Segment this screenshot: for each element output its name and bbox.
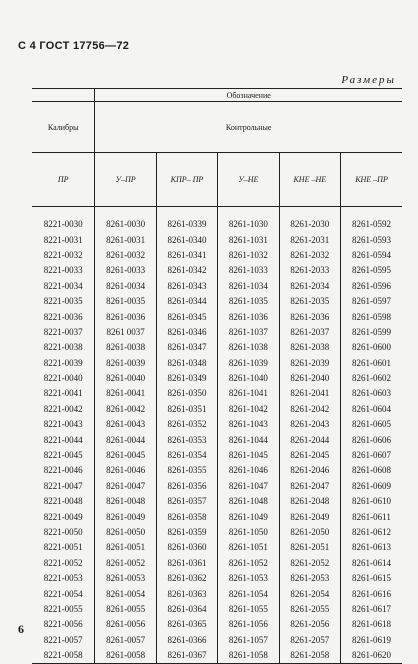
col-kpr-pr-cell: 8261-0365 [156,617,217,632]
table-spacer-row [32,207,402,218]
col-u-pr-cell: 8261-0040 [95,371,156,386]
col-kne-ne-cell: 8261-2032 [279,248,340,263]
table-row [32,294,402,309]
col-pr-cell: 8221-0048 [32,494,95,509]
table-row [32,356,402,371]
col-kpr-pr-cell: 8261-0362 [156,571,217,586]
page-number: 6 [18,622,24,636]
col-u-ne-cell: 8261-1031 [218,232,279,247]
control-header: Контрольные [95,102,402,153]
table-row [32,509,402,524]
col-pr-cell: 8221-0031 [32,232,95,247]
col-u-pr-cell: 8261-0056 [95,617,156,632]
col-u-ne-cell: 8261-1054 [218,586,279,601]
table-row [32,417,402,432]
col-u-ne-cell: 8261-1043 [218,417,279,432]
col-kne-ne-cell: 8261-2055 [279,602,340,617]
col-u-pr-cell: 8261-0035 [95,294,156,309]
col-kne-pr-cell: 8261-0604 [341,402,402,417]
col-kne-ne-cell: 8261-2036 [279,309,340,324]
col-kpr-pr-cell: 8261-0339 [156,217,217,232]
col-kpr-pr-cell: 8261-0345 [156,309,217,324]
col-kne-pr-cell: 8261-0616 [341,586,402,601]
col-kne-pr-cell: 8261-0608 [341,463,402,478]
col-u-pr-cell: 8261-0045 [95,448,156,463]
col-kne-ne-cell: 8261-2035 [279,294,340,309]
spacer-cell [341,207,402,218]
col-kne-ne-cell: 8261-2056 [279,617,340,632]
table-row [32,309,402,324]
col-u-ne-cell: 8261-1042 [218,402,279,417]
page-header: С 4 ГОСТ 17756—72 [18,40,130,52]
table-row [32,248,402,263]
col-u-ne-cell: 8261-1055 [218,602,279,617]
col-pr-cell: 8221-0057 [32,633,95,648]
col-u-pr-cell: 8261-0043 [95,417,156,432]
table-row [32,571,402,586]
col-pr-cell: 8221-0030 [32,217,95,232]
col-u-ne-cell: 8261-1046 [218,463,279,478]
col-u-pr-cell: 8261 0037 [95,325,156,340]
col-kne-pr-cell: 8261-0615 [341,571,402,586]
spacer-cell [218,207,279,218]
col-kne-pr-cell: 8261-0597 [341,294,402,309]
col-kne-ne-cell: 8261-2033 [279,263,340,278]
col-u-pr-cell: 8261-0047 [95,479,156,494]
col-u-ne-cell: 8261-1030 [218,217,279,232]
col-pr-cell: 8221-0046 [32,463,95,478]
col-u-ne-cell: 8261-1036 [218,309,279,324]
col-u-ne-cell: 8261-1039 [218,356,279,371]
col-kne-ne-cell: 8261-2052 [279,556,340,571]
col-kne-ne-cell: 8261-2037 [279,325,340,340]
col-pr-cell: 8221-0055 [32,602,95,617]
col-kpr-pr-cell: 8261-0347 [156,340,217,355]
col-kpr-pr-cell: 8261-0355 [156,463,217,478]
col-u-ne-cell: 8261-1038 [218,340,279,355]
spacer-cell [32,207,95,218]
col-kne-ne-cell: 8261-2041 [279,386,340,401]
col-pr-cell: 8221-0040 [32,371,95,386]
table-row [32,586,402,601]
table-row [32,556,402,571]
spacer-cell [156,207,217,218]
col-kne-pr-cell: 8261-0602 [341,371,402,386]
col-u-ne-cell: 8261-1056 [218,617,279,632]
col-u-ne-cell: 8261-1051 [218,540,279,555]
table-row [32,217,402,232]
col-u-ne-cell: 8261-1047 [218,479,279,494]
col-kne-ne-cell: 8261-2046 [279,463,340,478]
col-kpr-pr-cell: 8261-0344 [156,294,217,309]
col-kne-pr-cell: 8261-0592 [341,217,402,232]
col-kne-ne-cell: 8261-2031 [279,232,340,247]
col-kne-pr-cell: 8261-0610 [341,494,402,509]
table-row [32,540,402,555]
table-row [32,232,402,247]
col-kne-pr-cell: 8261-0605 [341,417,402,432]
col-kpr-pr-cell: 8261-0354 [156,448,217,463]
col-kne-ne-header: КНЕ –НЕ [279,153,340,207]
table-row [32,633,402,648]
col-kpr-pr-cell: 8261-0350 [156,386,217,401]
col-u-ne-cell: 8261-1034 [218,279,279,294]
col-kpr-pr-cell: 8261-0343 [156,279,217,294]
table-row [32,325,402,340]
col-u-ne-cell: 8261-1052 [218,556,279,571]
sizes-title: Размеры [341,74,396,86]
col-pr-cell: 8221-0053 [32,571,95,586]
col-kne-ne-cell: 8261-2042 [279,402,340,417]
col-u-ne-cell: 8261-1057 [218,633,279,648]
col-kpr-pr-cell: 8261-0358 [156,509,217,524]
col-pr-cell: 8221-0036 [32,309,95,324]
col-kne-pr-cell: 8261-0600 [341,340,402,355]
col-kpr-pr-cell: 8261-0363 [156,586,217,601]
col-pr-cell: 8221-0034 [32,279,95,294]
col-kpr-pr-cell: 8261-0360 [156,540,217,555]
col-pr-cell: 8221-0044 [32,432,95,447]
col-kne-pr-cell: 8261-0611 [341,509,402,524]
col-pr-cell: 8221-0039 [32,356,95,371]
col-u-ne-cell: 8261-1037 [218,325,279,340]
col-kne-pr-cell: 8261-0596 [341,279,402,294]
table-row [32,279,402,294]
col-kne-pr-cell: 8261-0599 [341,325,402,340]
col-kne-pr-cell: 8261-0595 [341,263,402,278]
col-kne-pr-cell: 8261-0614 [341,556,402,571]
col-kne-pr-cell: 8261-0594 [341,248,402,263]
gauges-header: Калибры [32,102,95,153]
spacer-cell [279,207,340,218]
col-u-pr-cell: 8261-0044 [95,432,156,447]
col-kne-pr-cell: 8261-0620 [341,648,402,664]
col-kpr-pr-cell: 8261-0349 [156,371,217,386]
col-u-pr-cell: 8261-0058 [95,648,156,664]
col-u-ne-header: У–НЕ [218,153,279,207]
table-row [32,525,402,540]
col-pr-cell: 8221-0052 [32,556,95,571]
col-pr-cell: 8221-0035 [32,294,95,309]
col-u-ne-cell: 8261-1058 [218,648,279,664]
col-u-ne-cell: 8261-1040 [218,371,279,386]
col-kne-ne-cell: 8261-2038 [279,340,340,355]
col-pr-cell: 8221-0049 [32,509,95,524]
col-kpr-pr-cell: 8261-0351 [156,402,217,417]
col-kpr-pr-cell: 8261-0364 [156,602,217,617]
designation-header: Обозначение [95,89,402,102]
col-kne-ne-cell: 8261-2030 [279,217,340,232]
col-kne-ne-cell: 8261-2040 [279,371,340,386]
gauge-designation-table [32,88,402,664]
col-kpr-pr-cell: 8261-0366 [156,633,217,648]
col-u-ne-cell: 8261-1050 [218,525,279,540]
col-kne-ne-cell: 8261-2039 [279,356,340,371]
table-row [32,494,402,509]
col-kpr-pr-cell: 8261-0353 [156,432,217,447]
table-row [32,402,402,417]
col-kpr-pr-header: КПР– ПР [156,153,217,207]
col-kne-ne-cell: 8261-2050 [279,525,340,540]
col-u-ne-cell: 8261-1035 [218,294,279,309]
col-kne-pr-cell: 8261-0612 [341,525,402,540]
col-u-pr-cell: 8261-0039 [95,356,156,371]
col-kne-ne-cell: 8261-2058 [279,648,340,664]
col-kne-ne-cell: 8261-2043 [279,417,340,432]
col-u-pr-cell: 8261-0048 [95,494,156,509]
col-u-ne-cell: 8261-1032 [218,248,279,263]
col-u-ne-cell: 8261-1049 [218,509,279,524]
col-kpr-pr-cell: 8261-0341 [156,248,217,263]
col-kne-pr-cell: 8261-0613 [341,540,402,555]
col-pr-cell: 8221-0056 [32,617,95,632]
table-row [32,648,402,664]
col-kpr-pr-cell: 8261-0342 [156,263,217,278]
col-kne-pr-cell: 8261-0593 [341,232,402,247]
col-kne-pr-header: КНЕ –ПР [341,153,402,207]
col-u-ne-cell: 8261-1033 [218,263,279,278]
col-u-ne-cell: 8261-1041 [218,386,279,401]
col-kne-pr-cell: 8261-0601 [341,356,402,371]
col-kne-pr-cell: 8261-0603 [341,386,402,401]
col-pr-cell: 8221-0038 [32,340,95,355]
col-u-ne-cell: 8261-1044 [218,432,279,447]
col-kne-ne-cell: 8261-2054 [279,586,340,601]
col-kpr-pr-cell: 8261-0361 [156,556,217,571]
col-kne-pr-cell: 8261-0598 [341,309,402,324]
col-kpr-pr-cell: 8261-0359 [156,525,217,540]
table-row [32,263,402,278]
col-u-pr-cell: 8261-0033 [95,263,156,278]
col-u-pr-cell: 8261-0052 [95,556,156,571]
col-u-pr-cell: 8261-0054 [95,586,156,601]
col-pr-cell: 8221-0032 [32,248,95,263]
col-pr-cell: 8221-0033 [32,263,95,278]
col-kne-ne-cell: 8261-2051 [279,540,340,555]
col-u-pr-cell: 8261-0057 [95,633,156,648]
col-kne-pr-cell: 8261-0606 [341,432,402,447]
col-kne-ne-cell: 8261-2057 [279,633,340,648]
col-u-pr-cell: 8261-0041 [95,386,156,401]
col-u-pr-cell: 8261-0055 [95,602,156,617]
col-u-ne-cell: 8261-1048 [218,494,279,509]
col-u-pr-cell: 8261-0049 [95,509,156,524]
col-kne-ne-cell: 8261-2045 [279,448,340,463]
col-kpr-pr-cell: 8261-0357 [156,494,217,509]
col-u-pr-header: У–ПР [95,153,156,207]
col-kne-ne-cell: 8261-2034 [279,279,340,294]
table-row [32,463,402,478]
col-u-pr-cell: 8261-0050 [95,525,156,540]
col-pr-cell: 8221-0037 [32,325,95,340]
table-row [32,448,402,463]
col-kne-pr-cell: 8261-0617 [341,602,402,617]
col-pr-cell: 8221-0042 [32,402,95,417]
col-kpr-pr-cell: 8261-0352 [156,417,217,432]
table-row [32,371,402,386]
col-kne-ne-cell: 8261-2044 [279,432,340,447]
col-u-pr-cell: 8261-0036 [95,309,156,324]
col-u-ne-cell: 8261-1053 [218,571,279,586]
header-empty-cell [32,89,95,102]
col-kpr-pr-cell: 8261-0348 [156,356,217,371]
col-kpr-pr-cell: 8261-0367 [156,648,217,664]
col-kne-pr-cell: 8261-0619 [341,633,402,648]
table-row [32,340,402,355]
col-kpr-pr-cell: 8261-0346 [156,325,217,340]
col-kne-ne-cell: 8261-2049 [279,509,340,524]
col-u-pr-cell: 8261-0046 [95,463,156,478]
col-u-ne-cell: 8261-1045 [218,448,279,463]
col-pr-header: ПР [32,153,95,207]
col-u-pr-cell: 8261-0051 [95,540,156,555]
col-pr-cell: 8221-0045 [32,448,95,463]
col-kne-ne-cell: 8261-2053 [279,571,340,586]
col-pr-cell: 8221-0050 [32,525,95,540]
col-u-pr-cell: 8261-0032 [95,248,156,263]
table-row [32,602,402,617]
col-kne-ne-cell: 8261-2047 [279,479,340,494]
col-pr-cell: 8221-0047 [32,479,95,494]
col-pr-cell: 8221-0054 [32,586,95,601]
col-u-pr-cell: 8261-0034 [95,279,156,294]
col-u-pr-cell: 8261-0042 [95,402,156,417]
col-pr-cell: 8221-0043 [32,417,95,432]
col-kne-pr-cell: 8261-0609 [341,479,402,494]
table-row [32,432,402,447]
col-u-pr-cell: 8261-0031 [95,232,156,247]
spacer-cell [95,207,156,218]
col-kpr-pr-cell: 8261-0356 [156,479,217,494]
col-kne-ne-cell: 8261-2048 [279,494,340,509]
col-kne-pr-cell: 8261-0607 [341,448,402,463]
col-kne-pr-cell: 8261-0618 [341,617,402,632]
col-u-pr-cell: 8261-0038 [95,340,156,355]
col-u-pr-cell: 8261-0030 [95,217,156,232]
table-row [32,479,402,494]
col-pr-cell: 8221-0041 [32,386,95,401]
table-row [32,386,402,401]
table-row [32,617,402,632]
col-u-pr-cell: 8261-0053 [95,571,156,586]
col-kpr-pr-cell: 8261-0340 [156,232,217,247]
col-pr-cell: 8221-0058 [32,648,95,664]
col-pr-cell: 8221-0051 [32,540,95,555]
